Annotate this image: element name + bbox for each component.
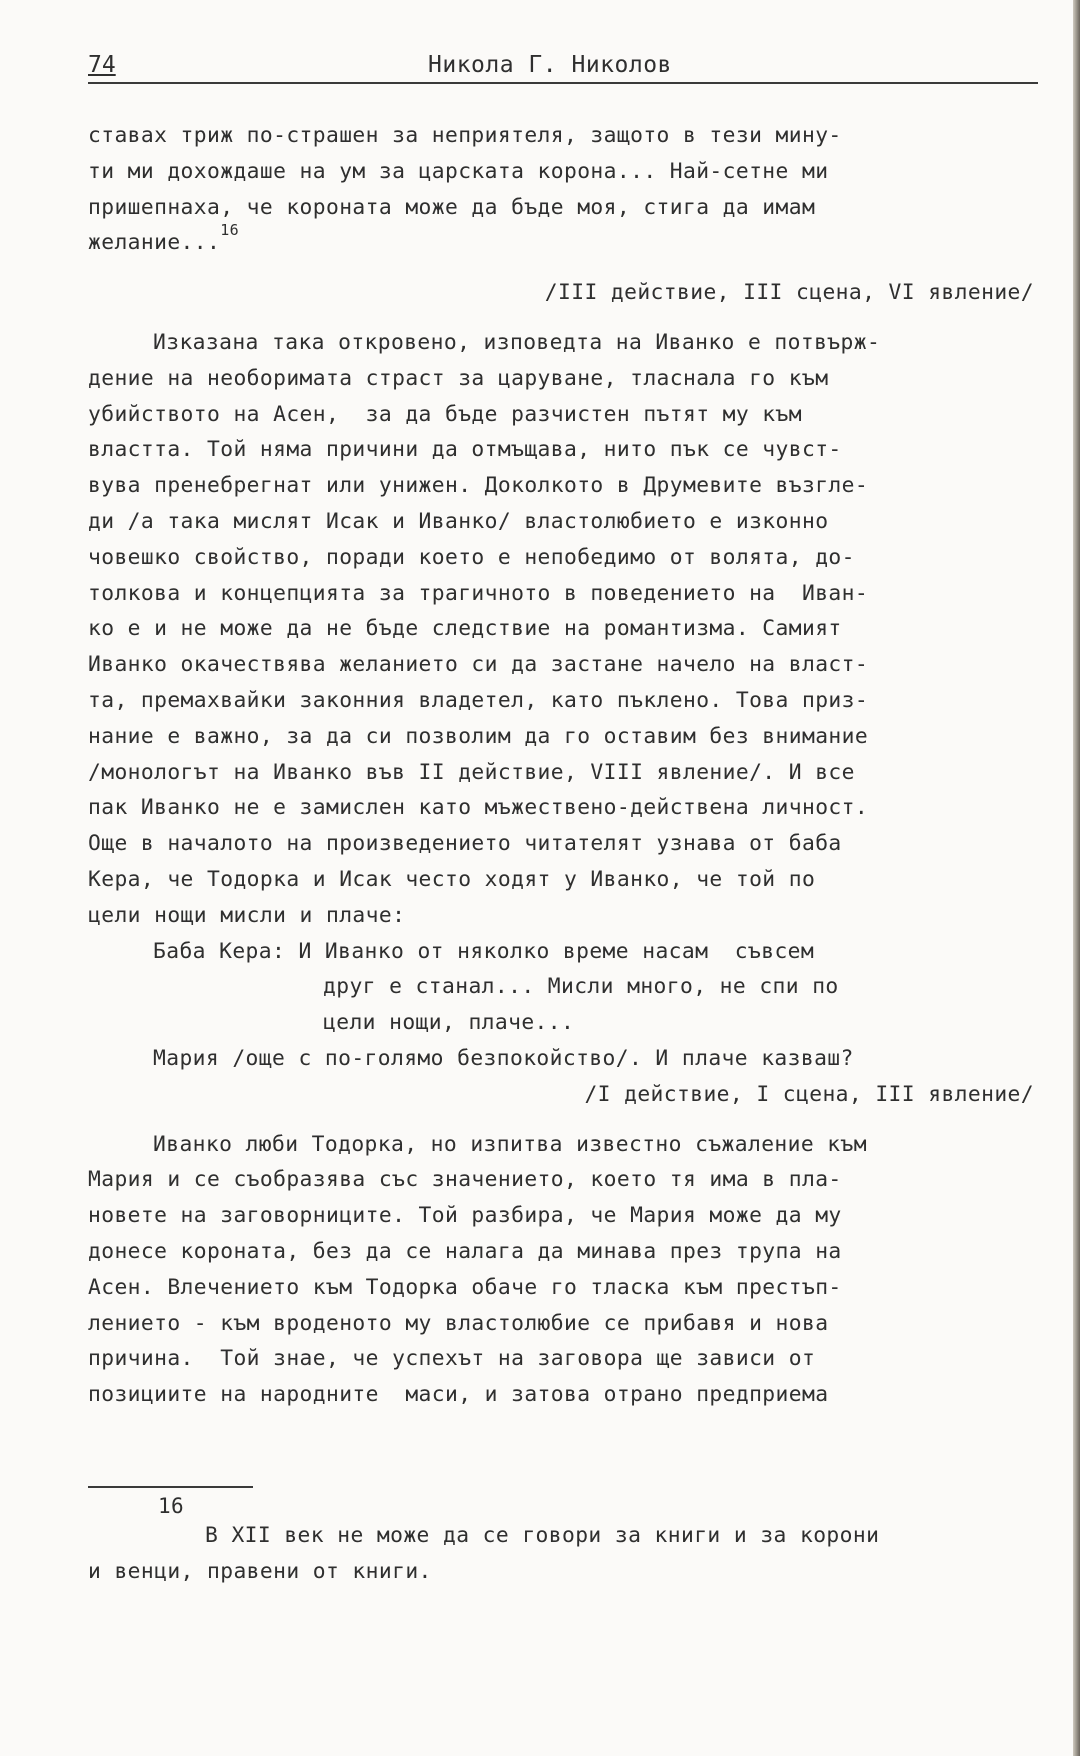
quote-line-text: желание... <box>88 230 221 256</box>
paragraph-line: Кера, че Тодорка и Исак често ходят у Иванко, че той по <box>88 866 816 892</box>
page-header <box>88 52 1038 82</box>
footnote-rule <box>88 1486 253 1488</box>
quote-line: пришепнаха, че короната може да бъде моя, стига да имам <box>88 194 816 220</box>
running-head: Никола Г. Николов <box>428 52 672 78</box>
paragraph-line: цели нощи мисли и плаче: <box>88 902 406 928</box>
dialogue-speaker: Баба Кера: <box>153 938 286 964</box>
body-text <box>88 118 1048 1413</box>
footnote-number: 16 <box>158 1494 185 1518</box>
page-edge-shadow <box>1073 0 1080 1756</box>
paragraph-line: пак Иванко не е замислен като мъжествено-действена личност. <box>88 795 869 821</box>
page-number: 74 <box>88 52 116 78</box>
paragraph-line: позициите на народните маси, и затова отрано предприема <box>88 1382 829 1408</box>
footnote-line: В XII век не може да се говори за книги и за корони <box>205 1523 880 1548</box>
paragraph-line: ди /а така мислят Исак и Иванко/ властолюбието е изконно <box>88 508 829 534</box>
paragraph-1 <box>88 325 1048 934</box>
paragraph-line: нание е важно, за да си позволим да го оставим без внимание <box>88 723 869 749</box>
paragraph-line: причина. Той знае, че успехът на заговора ще зависи от <box>88 1346 816 1372</box>
paragraph-line: Асен. Влечението към Тодорка обаче го тласка към престъп- <box>88 1274 842 1300</box>
paragraph-line: та, премахвайки законния владетел, като пъклено. Това приз- <box>88 687 869 713</box>
quote-source: /III действие, III сцена, VI явление/ <box>544 280 1034 306</box>
paragraph-line: Мария и се съобразява със значението, което тя има в пла- <box>88 1167 842 1193</box>
paragraph-line: дение на необоримата страст за царуване, тласнала го към <box>88 365 829 391</box>
paragraph-line: човешко свойство, поради което е непобедимо от волята, до- <box>88 544 855 570</box>
footnote-line: и венци, правени от книги. <box>88 1558 432 1584</box>
dialogue-block <box>88 934 1048 1113</box>
quote-line: ти ми дохождаше на ум за царската корона... Най-сетне ми <box>88 158 829 184</box>
footnote <box>88 1494 1048 1590</box>
header-rule <box>88 82 1038 84</box>
paragraph-line: лението - към вроденото му властолюбие се прибавя и нова <box>88 1310 829 1336</box>
paragraph-line: властта. Той няма причини да отмъщава, нито пък се чувст- <box>88 437 842 463</box>
paragraph-line: Иванко люби Тодорка, но изпитва известно съжаление към <box>153 1131 867 1157</box>
quote-line <box>88 221 1048 261</box>
paragraph-line: Иванко окачествява желанието си да застане начело на власт- <box>88 652 869 678</box>
paragraph-line: новете на заговорниците. Той разбира, че Мария може да му <box>88 1203 842 1229</box>
footnote-reference: 16 <box>220 221 240 240</box>
paragraph-line: убийството на Асен, за да бъде разчистен пътят му към <box>88 401 802 427</box>
dialogue-source: /I действие, I сцена, III явление/ <box>584 1081 1034 1107</box>
paragraph-line: Още в началото на произведението читателят узнава от баба <box>88 831 842 857</box>
paragraph-line: донесе короната, без да се налага да минава през трупа на <box>88 1238 842 1264</box>
paragraph-line: ко е и не може да не бъде следствие на романтизма. Самият <box>88 616 842 642</box>
paragraph-line: вува пренебрегнат или унижен. Доколкото в Друмевите възгле- <box>88 473 869 499</box>
paragraph-line: /монологът на Иванко във II действие, VIII явление/. И все <box>88 759 855 785</box>
dialogue-line: цели нощи, плаче... <box>323 1010 575 1036</box>
paragraph-line: Изказана така откровено, изповедта на Иванко е потвърж- <box>153 329 881 355</box>
dialogue-text: И Иванко от няколко време насам съвсем <box>298 938 815 964</box>
paragraph-2 <box>88 1127 1048 1413</box>
dialogue-line: друг е станал... Мисли много, не спи по <box>323 974 839 1000</box>
dialogue-line <box>88 934 1048 970</box>
dialogue-line: Мария /още с по-голямо безпокойство/. И плаче казваш? <box>153 1045 854 1071</box>
quote-line: ставах триж по-страшен за неприятеля, защото в тези мину- <box>88 123 842 148</box>
quote-block <box>88 118 1048 311</box>
paragraph-line: толкова и концепцията за трагичното в поведението на Иван- <box>88 580 869 606</box>
